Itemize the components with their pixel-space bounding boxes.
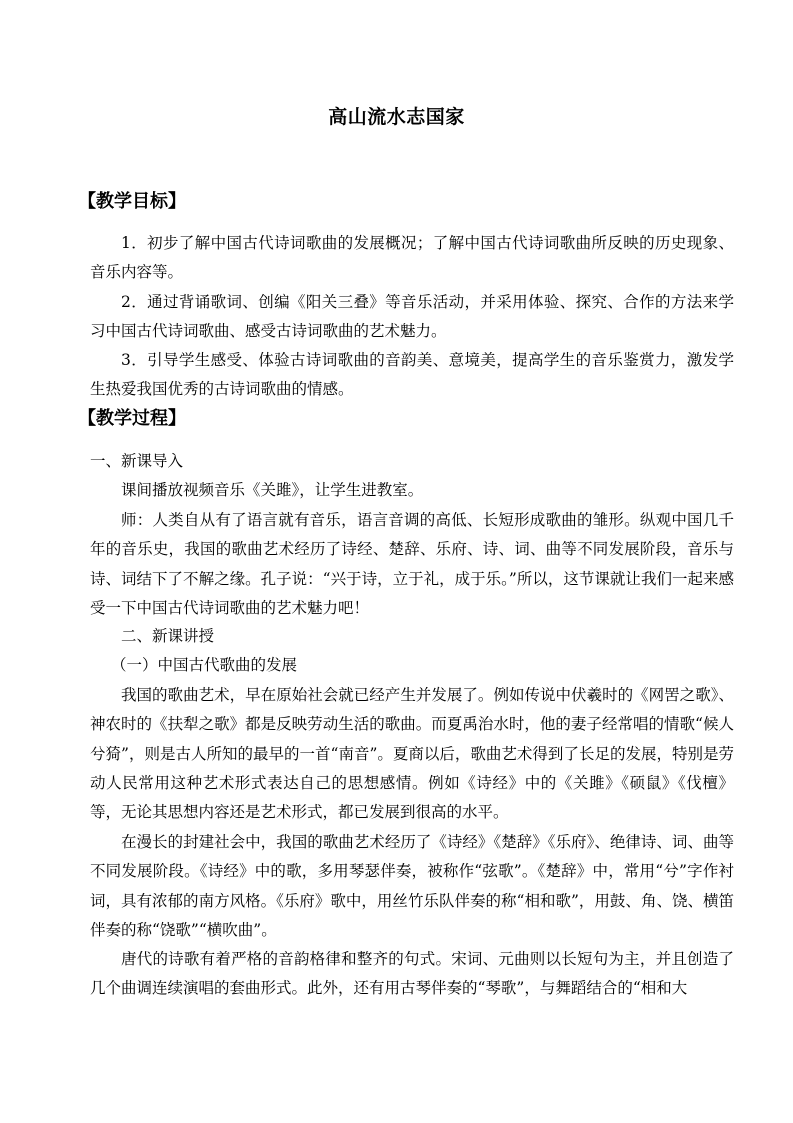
- sub1-label: （一）中国古代歌曲的发展: [111, 656, 298, 674]
- part2-label: 二、新课讲授: [121, 627, 215, 645]
- section-heading-process: 【教学过程】: [78, 408, 186, 429]
- goal-item-3: 3．引导学生感受、体验古诗词歌曲的音韵美、意境美，提高学生的音乐鉴赏力，激发学生热爱我国优秀的古诗词歌曲的情感。: [90, 351, 734, 399]
- part1-label: 一、新课导入: [90, 452, 184, 470]
- part1-paragraph: 师：人类自从有了语言就有音乐，语言音调的高低、长短形成歌曲的雏形。纵观中国几千年的音乐史，我国的歌曲艺术经历了诗经、楚辞、乐府、诗、词、曲等不同发展阶段，音乐与诗、词结下了不解之缘。孔子说：“兴于诗，立于礼，成于乐。”所以，这节课就让我们一起来感受一下中国古代诗词歌曲的艺术魅力吧！: [90, 511, 734, 617]
- section-heading-goals: 【教学目标】: [78, 191, 186, 212]
- goal-item-2: 2．通过背诵歌词、创编《阳关三叠》等音乐活动，并采用体验、探究、合作的方法来学习中国古代诗词歌曲、感受古诗词歌曲的艺术魅力。: [90, 293, 734, 341]
- part1-line: 课间播放视频音乐《关雎》，让学生进教室。: [121, 481, 424, 499]
- body-paragraph-1: 我国的歌曲艺术，早在原始社会就已经产生并发展了。例如传说中伏羲时的《网罟之歌》、神农时的《扶犁之歌》都是反映劳动生活的歌曲。而夏禹治水时，他的妻子经常唱的情歌“候人兮猗”，则是古人所知的最早的一首“南音”。夏商以后，歌曲艺术得到了长足的发展，特别是劳动人民常用这种艺术形式表达自己的思想感情。例如《诗经》中的《关雎》《硕鼠》《伐檀》等，无论其思想内容还是艺术形式，都已发展到很高的水平。: [90, 686, 734, 822]
- goal-item-1: 1．初步了解中国古代诗词歌曲的发展概况；了解中国古代诗词歌曲所反映的历史现象、音乐内容等。: [90, 234, 734, 282]
- body-paragraph-3: 唐代的诗歌有着严格的音韵格律和整齐的句式。宋词、元曲则以长短句为主，并且创造了几个曲调连续演唱的套曲形式。此外，还有用古琴伴奏的“琴歌”，与舞蹈结合的“相和大: [90, 950, 734, 998]
- body-paragraph-2: 在漫长的封建社会中，我国的歌曲艺术经历了《诗经》《楚辞》《乐府》、绝律诗、词、曲等不同发展阶段。《诗经》中的歌，多用琴瑟伴奏，被称作“弦歌”。《楚辞》中，常用“兮”字作衬词，具有浓郁的南方风格。《乐府》歌中，用丝竹乐队伴奏的称“相和歌”，用鼓、角、饶、横笛伴奏的称“饶歌”“横吹曲”。: [90, 833, 734, 939]
- page-title: 高山流水志国家: [328, 106, 465, 128]
